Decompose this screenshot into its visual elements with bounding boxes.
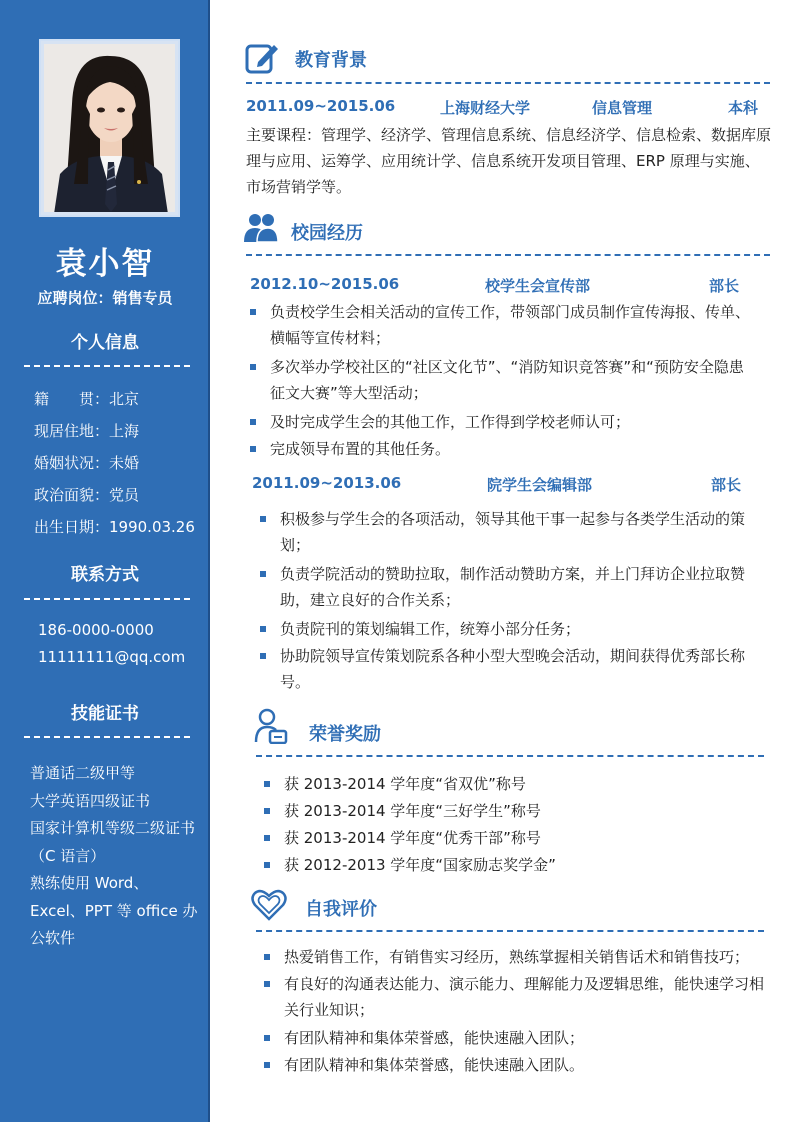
campus-bullet: 负责校学生会相关活动的宣传工作，带领部门成员制作宣传海报、传单、横幅等宣传材料； <box>270 299 756 351</box>
campus-bullet: 负责学院活动的赞助拉取，制作活动赞助方案，并上门拜访企业拉取赞助，建立良好的合作关系； <box>280 561 756 613</box>
campus-bullet: 协助院领导宣传策划院系各种小型大型晚会活动，期间获得优秀部长称号。 <box>280 643 756 695</box>
info-residence: 现居住地：上海 <box>34 422 140 440</box>
campus-bullet: 完成领导布置的其他任务。 <box>270 436 756 462</box>
education-title: 教育背景 <box>295 50 367 71</box>
award-person-icon <box>254 708 288 744</box>
heart-icon <box>251 888 287 922</box>
campus-title: 校园经历 <box>291 223 363 244</box>
profile-photo <box>44 44 175 212</box>
self-eval-item: 有团队精神和集体荣誉感，能快速融入团队。 <box>284 1052 768 1078</box>
section-divider <box>24 365 190 367</box>
section-divider <box>246 82 770 84</box>
campus-bullet: 多次举办学校社区的“社区文化节”、“消防知识竞答赛”和“预防安全隐患征文大赛”等大型活动； <box>270 354 756 406</box>
info-birthdate: 出生日期：1990.03.26 <box>34 518 195 536</box>
section-divider <box>256 930 764 932</box>
section-divider <box>24 736 190 738</box>
self-eval-title: 自我评价 <box>305 899 377 920</box>
honors-title: 荣誉奖励 <box>309 724 381 745</box>
info-political: 政治面貌：党员 <box>34 486 140 504</box>
education-courses: 主要课程：管理学、经济学、管理信息系统、信息经济学、信息检索、数据库原理与应用、运筹学、应用统计学、信息系统开发项目管理、ERP 原理与实施、市场营销学等。 <box>246 126 772 196</box>
education-degree: 本科 <box>728 99 759 117</box>
campus-role: 部长 <box>709 277 740 295</box>
education-school: 上海财经大学 <box>440 99 531 117</box>
campus-period: 2012.10~2015.06 <box>250 275 400 293</box>
section-divider <box>246 254 770 256</box>
info-marital: 婚姻状况：未婚 <box>34 454 140 472</box>
self-eval-item: 有团队精神和集体荣誉感，能快速融入团队； <box>284 1025 768 1051</box>
candidate-name: 袁小智 <box>55 246 155 282</box>
self-eval-item: 有良好的沟通表达能力、演示能力、理解能力及逻辑思维，能快速学习相关行业知识； <box>284 971 768 1023</box>
section-divider <box>256 755 764 757</box>
skill-item: 普通话二级甲等 <box>30 764 136 782</box>
campus-period: 2011.09~2013.06 <box>252 474 402 492</box>
skill-item: 国家计算机等级二级证书（C 语言） <box>30 819 196 865</box>
contact-email[interactable]: 11111111@qq.com <box>38 648 186 666</box>
sidebar <box>0 0 210 1122</box>
section-divider <box>24 598 190 600</box>
skills-list <box>30 760 200 953</box>
skill-item: 熟练使用 Word、Excel、PPT 等 office 办公软件 <box>30 874 198 947</box>
education-period: 2011.09~2015.06 <box>246 97 396 115</box>
self-eval-item: 热爱销售工作，有销售实习经历，熟练掌握相关销售话术和销售技巧； <box>284 944 768 970</box>
skills-title: 技能证书 <box>71 704 139 724</box>
edit-icon <box>244 40 280 76</box>
campus-bullet: 积极参与学生会的各项活动，领导其他干事一起参与各类学生活动的策划； <box>280 506 756 558</box>
contact-title: 联系方式 <box>71 565 139 585</box>
profile-photo-frame <box>39 39 180 217</box>
campus-org: 校学生会宣传部 <box>485 277 591 295</box>
campus-bullet: 负责院刊的策划编辑工作，统筹小部分任务； <box>280 616 756 642</box>
campus-bullet: 及时完成学生会的其他工作，工作得到学校老师认可； <box>270 409 756 435</box>
honor-item: 获 2013-2014 学年度“优秀干部”称号 <box>284 825 754 851</box>
campus-org: 院学生会编辑部 <box>487 476 593 494</box>
honor-item: 获 2012-2013 学年度“国家励志奖学金” <box>284 852 754 878</box>
personal-info-title: 个人信息 <box>71 333 139 353</box>
honor-item: 获 2013-2014 学年度“三好学生”称号 <box>284 798 754 824</box>
honor-item: 获 2013-2014 学年度“省双优”称号 <box>284 771 754 797</box>
education-major: 信息管理 <box>592 99 653 117</box>
people-icon <box>244 212 278 242</box>
info-hometown: 籍 贯：北京 <box>34 390 140 408</box>
skill-item: 大学英语四级证书 <box>30 791 151 810</box>
contact-phone: 186-0000-0000 <box>38 621 154 639</box>
job-target: 应聘岗位：销售专员 <box>37 289 173 307</box>
campus-role: 部长 <box>711 476 742 494</box>
